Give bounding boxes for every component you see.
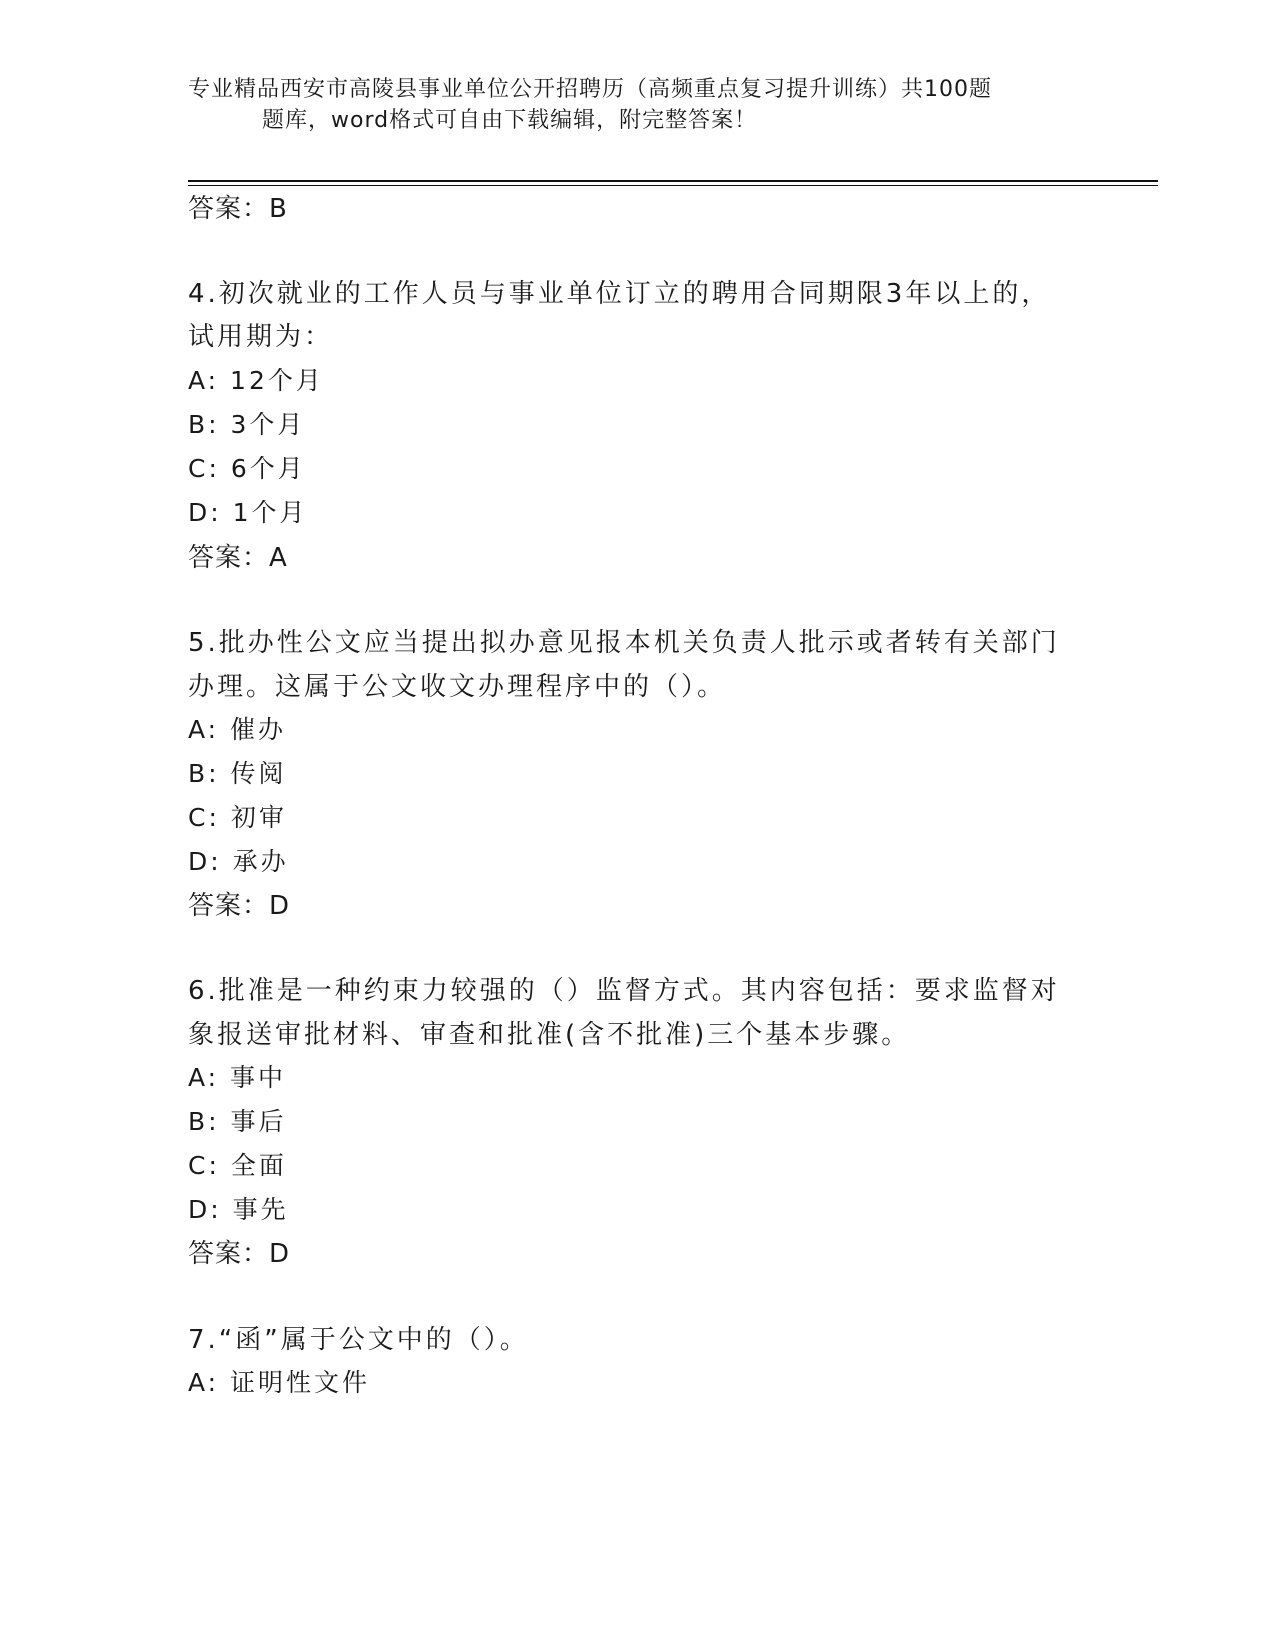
question-6-text-line1: 6.批准是一种约束力较强的（）监督方式。其内容包括：要求监督对 [188,976,1060,1006]
question-4-option-a: A: 12个月 [188,366,324,395]
answer-previous-question: 答案：B [188,194,288,224]
question-4-option-b: B: 3个月 [188,410,306,439]
header-divider-thin [188,185,1158,186]
header-title-line1: 专业精品西安市高陵县事业单位公开招聘历（高频重点复习提升训练）共100题 [188,77,992,102]
header-title-line2: 题库，word格式可自由下载编辑，附完整答案！ [262,108,758,133]
question-5-option-a: A: 催办 [188,715,287,744]
question-5-text-line2: 办理。这属于公文收文办理程序中的（）。 [188,672,727,702]
question-6-option-c: C: 全面 [188,1151,287,1180]
question-6-option-b: B: 事后 [188,1107,287,1136]
question-4-text-line1: 4.初次就业的工作人员与事业单位订立的聘用合同期限3年以上的， [188,279,1051,309]
question-6-text-line2: 象报送审批材料、审查和批准(含不批准)三个基本步骤。 [188,1020,911,1050]
question-5-option-b: B: 传阅 [188,759,287,788]
question-5-answer: 答案：D [188,891,291,921]
question-6-answer: 答案：D [188,1239,291,1269]
question-7-text-line1: 7.“函”属于公文中的（）。 [188,1325,529,1355]
header-divider-thick [188,180,1158,182]
question-4-text-line2: 试用期为： [188,322,334,352]
question-5-option-d: D: 承办 [188,847,289,876]
question-5-text-line1: 5.批办性公文应当提出拟办意见报本机关负责人批示或者转有关部门 [188,628,1060,658]
page-header [188,74,1068,136]
question-6-option-d: D: 事先 [188,1195,289,1224]
question-4-answer: 答案：A [188,543,288,573]
question-6-option-a: A: 事中 [188,1063,287,1092]
question-4-option-c: C: 6个月 [188,454,306,483]
question-7-option-a: A: 证明性文件 [188,1368,371,1397]
question-4-option-d: D: 1个月 [188,498,308,527]
question-5-option-c: C: 初审 [188,803,287,832]
